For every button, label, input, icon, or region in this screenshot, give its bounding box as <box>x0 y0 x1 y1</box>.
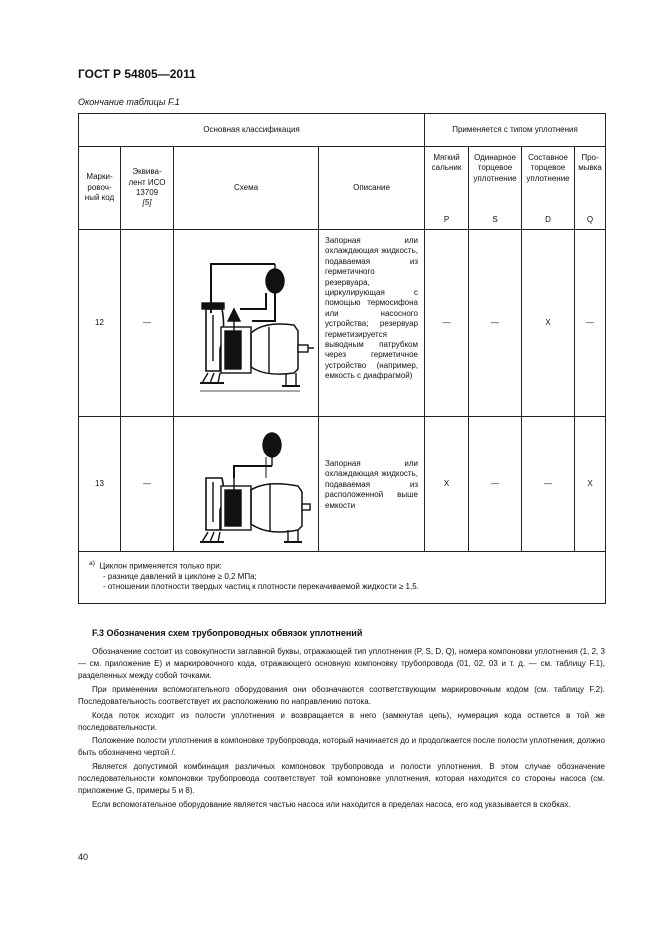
footnote-item: разнице давлений в циклоне ≥ 0,2 МПа; <box>107 572 257 582</box>
seal-label: Одинарное торцевое уплотнение <box>473 153 517 183</box>
row-equivalent: — <box>121 417 174 552</box>
row-scheme <box>174 230 319 417</box>
row-code: 12 <box>79 230 121 417</box>
row-scheme <box>174 417 319 552</box>
seal-letter: P <box>443 214 450 224</box>
document-title: ГОСТ Р 54805—2011 <box>78 67 196 81</box>
footnote-text: Циклон применяется только при: <box>99 561 222 571</box>
row-seal-s: — <box>469 230 522 417</box>
header-seal-s <box>469 147 522 230</box>
row-code: 13 <box>79 417 121 552</box>
header-equivalent <box>121 147 174 230</box>
seal-label: Про-мывка <box>578 153 602 173</box>
header-code: Марки-ровоч-ный код <box>79 147 121 230</box>
table-row <box>79 417 606 552</box>
header-description: Описание <box>319 147 425 230</box>
table-caption: Окончание таблицы F.1 <box>78 97 180 107</box>
footnote-mark: a) <box>89 560 95 567</box>
header-scheme: Схема <box>174 147 319 230</box>
seal-label: Мягкий сальник <box>431 153 462 173</box>
pump-scheme-13-image <box>174 418 319 551</box>
page-number: 40 <box>78 852 89 862</box>
seal-letter: D <box>545 214 551 224</box>
row-seal-p: — <box>425 230 469 417</box>
classification-table <box>78 113 606 604</box>
paragraph: Является допустимой комбинация различных компоновок трубопровода и полости уплотнения. В этом случае обозначение последовательности компоновки трубопровода соответствует той компоновке уплотнения, которая находится со стороны насоса (см. приложение G, примеры 5 и 8). <box>78 762 605 796</box>
group-header-seal-type: Применяется с типом уплотнения <box>425 114 606 147</box>
pump-scheme-12-image <box>174 231 319 416</box>
paragraph: Когда поток исходит из полости уплотнения и возвращается в него (замкнутая цепь), нумерация кода остается в той же последовательности. <box>78 711 605 733</box>
header-equivalent-label: Эквива-лент ИСО 13709 <box>128 167 166 197</box>
seal-letter: S <box>492 214 498 224</box>
row-equivalent: — <box>121 230 174 417</box>
section-heading: F.3 Обозначения схем трубопроводных обвязок уплотнений <box>92 628 363 638</box>
paragraph: При применении вспомогательного оборудования они обозначаются соответствующим маркировочным кодом (см. таблицу F.2). Последовательность соответствует их расположению по направлению потока. <box>78 685 605 707</box>
row-description: Запорная или охлаждающая жидкость, подаваемая из герметичного резервуара, циркулирующая с помощью термосифона или насосного устройства; резервуар герметизируется выводным патрубком через герметичное устройство (например, емкость с диафрагмой) <box>319 230 425 417</box>
row-seal-d: — <box>522 417 575 552</box>
seal-label: Составное торцевое уплотнение <box>526 153 570 183</box>
row-seal-d: X <box>522 230 575 417</box>
header-seal-d <box>522 147 575 230</box>
row-description: Запорная или охлаждающая жидкость, подаваемая из расположенной выше емкости <box>319 417 425 552</box>
header-equivalent-ref: [5] <box>142 198 152 208</box>
paragraph: Обозначение состоит из совокупности заглавной буквы, отражающей тип уплотнения (P, S, D, Q), номера компоновки уплотнения (1, 2, 3 — см. приложение Е) и маркировочного кода, отражающего основную компоновку трубопровода (01, 02, 03 и т. д. — см. таблицу F.1), разделенных между собой точками. <box>78 647 605 681</box>
table-footnote: $^{a)}$ Циклон применяется только при: - разнице давлений в циклоне ≥ 0,2 МПа; - отношении плотности твердых частиц к плотности перекачиваемой жидкости ≥ 1,5. <box>79 552 606 604</box>
header-seal-q <box>575 147 606 230</box>
footnote-item: отношении плотности твердых частиц к плотности перекачиваемой жидкости ≥ 1,5. <box>107 582 419 592</box>
paragraph: Если вспомогательное оборудование является частью насоса или находится в пределах насоса, его код указывается в скобках. <box>92 800 571 809</box>
row-seal-q: — <box>575 230 606 417</box>
row-seal-p: X <box>425 417 469 552</box>
row-seal-s: — <box>469 417 522 552</box>
seal-letter: Q <box>586 214 594 224</box>
table-row <box>79 230 606 417</box>
paragraph: Положение полости уплотнения в компоновке трубопровода, который начинается до и продолжается после полости уплотнения, должно быть обозначено чертой /. <box>78 736 605 758</box>
row-seal-q: X <box>575 417 606 552</box>
group-header-classification: Основная классификация <box>79 114 425 147</box>
header-seal-p <box>425 147 469 230</box>
